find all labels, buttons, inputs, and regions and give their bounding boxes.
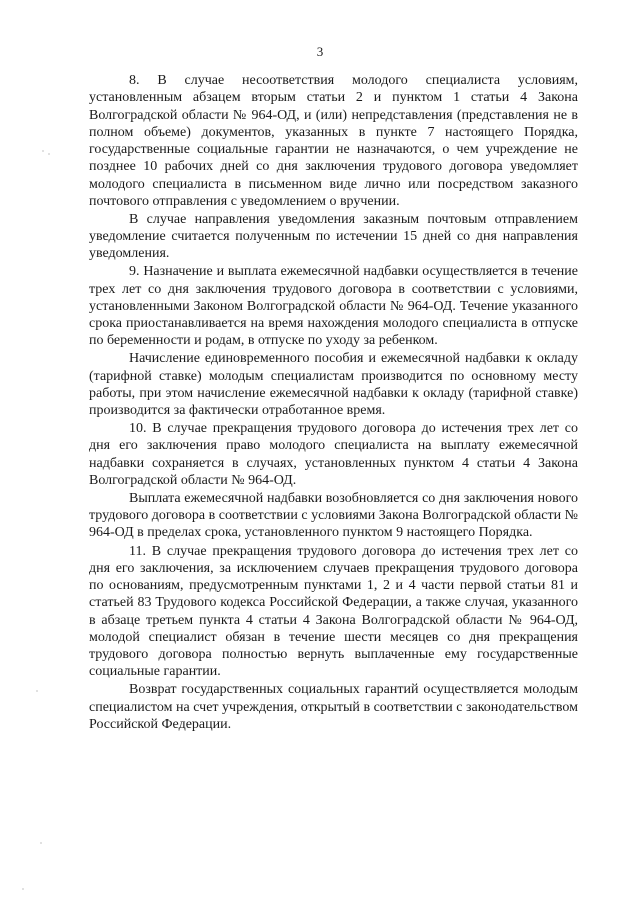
scan-artifact <box>40 842 42 844</box>
paragraph-9-accrual: Начисление единовременного пособия и ежемесячной надбавки к окладу (тарифной ставке) молодым специалистам производится по основному месту работы, при этом начисление ежемесячной надбавки к окладу (тарифной ставке) производится за фактически отработанное время. <box>89 351 578 419</box>
document-body <box>89 72 578 733</box>
page-number: 3 <box>316 44 324 59</box>
paragraph-10-resumption: Выплата ежемесячной надбавки возобновляется со дня заключения нового трудового договора в соответствии с условиями Закона Волгоградской области № 964-ОД в пределах срока, установленного пунктом 9 настоящего Порядка. <box>89 490 578 541</box>
scan-artifact <box>36 690 38 692</box>
scan-artifact <box>48 153 50 155</box>
paragraph-8: 8. В случае несоответствия молодого специалиста условиям, установленным абзацем вторым статьи 2 и пунктом 1 статьи 4 Закона Волгоградской области № 964-ОД, и (или) непредставления (представления не в полном объеме) документов, указанных в пункте 7 настоящего Порядка, государственные социальные гарантии не назначаются, о чем учреждение не позднее 10 рабочих дней со дня заключения трудового договора уведомляет молодого специалиста в письменном виде лично или посредством заказного почтового отправления с уведомлением о вручении. <box>89 73 578 209</box>
paragraph-9: 9. Назначение и выплата ежемесячной надбавки осуществляется в течение трех лет со дня заключения трудового договора в соответствии с условиями, установленными Законом Волгоградской области № 964-ОД. Течение указанного срока приостанавливается на время нахождения молодого специалиста в отпуске по беременности и родам, в отпуске по уходу за ребенком. <box>89 264 578 349</box>
paragraph-11: 11. В случае прекращения трудового договора до истечения трех лет со дня его заключения, за исключением случаев прекращения трудового договора по основаниям, предусмотренным пунктами 1, 2 и 4 части первой статьи 81 и статьей 83 Трудового кодекса Российской Федерации, а также случая, указанного в абзаце третьем пункта 4 статьи 4 Закона Волгоградской области № 964-ОД, молодой специалист обязан в течение шести месяцев со дня прекращения трудового договора полностью вернуть выплаченные ему государственные социальные гарантии. <box>89 543 578 680</box>
paragraph-11-refund: Возврат государственных социальных гарантий осуществляется молодым специалистом на счет учреждения, открытый в соответствии с законодательством Российской Федерации. <box>89 682 578 732</box>
paragraph-8-notification: В случае направления уведомления заказным почтовым отправлением уведомление считается полученным по истечении 15 дней со дня направления уведомления. <box>89 211 578 262</box>
scan-artifact <box>42 150 44 152</box>
paragraph-10: 10. В случае прекращения трудового договора до истечения трех лет со дня его заключения право молодого специалиста на выплату ежемесячной надбавки сохраняется в случаях, установленных пунктом 4 статьи 4 Закона Волгоградской области № 964-ОД. <box>89 421 578 488</box>
scan-artifact <box>22 888 24 890</box>
